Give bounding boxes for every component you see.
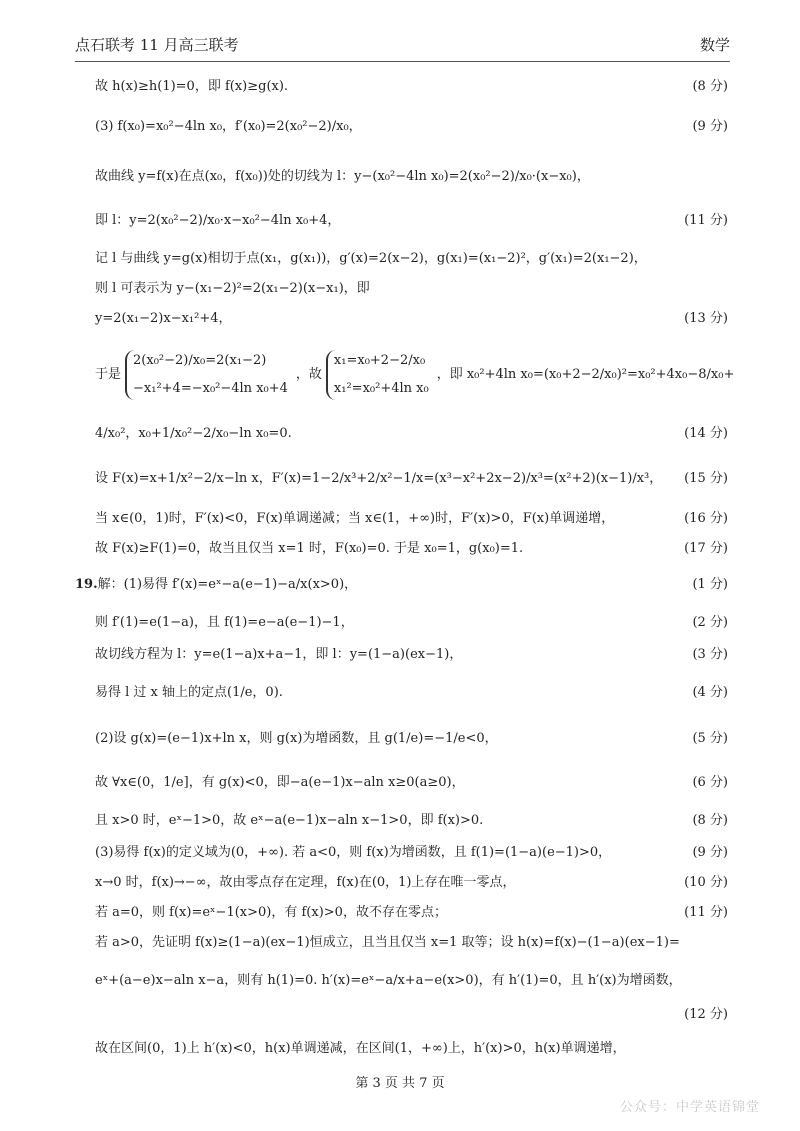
score-mark: (5 分) [692,731,728,746]
score-mark: (9 分) [692,119,728,134]
system-brace-1 [125,350,288,400]
system-brace-2 [326,350,429,400]
system-suffix: ，即 x₀²+4ln x₀=(x₀+2−2/x₀)²=x₀²+4x₀−8/x₀+ [436,367,735,382]
solution-line [95,1006,728,1024]
page-header [75,32,730,62]
solution-line: 且 x>0 时，eˣ−1>0，故 eˣ−a(e−1)x−aln x−1>0，即 f(x)>0. (8 分) [95,813,728,828]
solution-line: 故切线方程为 l：y=e(1−a)x+a−1，即 l：y=(1−a)(ex−1)， (3 分) [95,647,728,662]
score-mark: (2 分) [692,615,728,630]
system-equation: x₁²=x₀²+4ln x₀ [333,381,429,396]
header-exam-title: 点石联考 11 月高三联考 [75,36,239,54]
score-mark: (16 分) [684,511,728,526]
question-number: 19. [75,577,98,592]
solution-line: 则 f′(1)=e(1−a)，且 f(1)=e−a(e−1)−1， (2 分) [95,615,728,630]
score-mark: (10 分) [684,875,728,890]
solution-line: 若 a>0，先证明 f(x)≥(1−a)(ex−1)恒成立，且当且仅当 x=1 取等；设 h(x)=f(x)−(1−a)(ex−1)= [95,935,680,950]
score-mark: (11 分) [684,213,728,228]
solution-line: x→0 时，f(x)→−∞，故由零点存在定理，f(x)在(0，1)上存在唯一零点， (10 分) [95,875,728,890]
solution-line: 故 ∀x∈(0，1/e]，有 g(x)<0，即−a(e−1)x−aln x≥0(a≥0)， (6 分) [95,775,728,790]
solution-line: 故 h(x)≥h(1)=0，即 f(x)≥g(x). (8 分) [95,79,728,94]
score-mark: (13 分) [684,311,728,326]
score-mark: (9 分) [692,845,728,860]
score-mark: (17 分) [684,541,728,556]
score-mark: (11 分) [684,905,728,920]
solution-line: 当 x∈(0，1)时，F′(x)<0，F(x)单调递减；当 x∈(1，+∞)时，F′(x)>0，F(x)单调递增， (16 分) [95,511,728,526]
solution-line: 故 F(x)≥F(1)=0，故当且仅当 x=1 时，F(x₀)=0. 于是 x₀=1，g(x₀)=1. (17 分) [95,541,728,556]
score-mark: (1 分) [692,577,728,592]
score-mark: (6 分) [692,775,728,790]
equation-system [95,350,734,400]
score-mark: (8 分) [692,79,728,94]
solution-line: (3)易得 f(x)的定义域为(0，+∞). 若 a<0，则 f(x)为增函数，且 f(1)=(1−a)(e−1)>0， (9 分) [95,845,728,860]
score-mark: (8 分) [692,813,728,828]
header-subject: 数学 [699,36,730,54]
system-middle: ，故 [295,367,322,382]
solution-line: 若 a=0，则 f(x)=eˣ−1(x>0)，有 f(x)>0，故不存在零点； (11 分) [95,905,728,920]
solution-line: 设 F(x)=x+1/x²−2/x−ln x，F′(x)=1−2/x³+2/x²−1/x=(x³−x²+2x−2)/x³=(x²+2)(x−1)/x³， (15 分) [95,471,728,486]
page-number: 第 3 页 共 7 页 [355,1076,445,1091]
score-mark: (12 分) [684,1007,728,1022]
solution-line: y=2(x₁−2)x−x₁²+4， (13 分) [95,311,728,326]
system-prefix: 于是 [95,367,122,382]
system-equation: x₁=x₀+2−2/x₀ [333,353,426,368]
system-equation: −x₁²+4=−x₀²−4ln x₀+4 [133,381,288,396]
solution-line: eˣ+(a−e)x−aln x−a，则有 h(1)=0. h′(x)=eˣ−a/x+a−e(x>0)，有 h′(1)=0，且 h′(x)为增函数， [95,973,682,988]
watermark: 公众号：中学英语锦堂 [619,1100,760,1115]
solution-line-q19: 19.解：(1)易得 f′(x)=eˣ−a(e−1)−a/x(x>0)， (1 分) [75,577,728,592]
solution-line: 记 l 与曲线 y=g(x)相切于点(x₁，g(x₁))，g′(x)=2(x−2)，g(x₁)=(x₁−2)²，g′(x₁)=2(x₁−2)， [95,251,647,266]
score-mark: (14 分) [684,426,728,441]
solution-line: 易得 l 过 x 轴上的定点(1/e，0). (4 分) [95,685,728,700]
solution-line: 故曲线 y=f(x)在点(x₀，f(x₀))处的切线为 l：y−(x₀²−4ln x₀)=2(x₀²−2)/x₀·(x−x₀)， [95,169,590,184]
solution-line: (2)设 g(x)=(e−1)x+ln x，则 g(x)为增函数，且 g(1/e)=−1/e<0， (5 分) [95,731,728,746]
solution-line: 故在区间(0，1)上 h′(x)<0，h(x)单调递减，在区间(1，+∞)上，h′(x)>0，h(x)单调递增， [95,1041,626,1056]
system-equation: 2(x₀²−2)/x₀=2(x₁−2) [133,353,267,368]
solution-line: (3) f(x₀)=x₀²−4ln x₀，f′(x₀)=2(x₀²−2)/x₀， (9 分) [95,119,728,134]
solution-line: 即 l：y=2(x₀²−2)/x₀·x−x₀²−4ln x₀+4， (11 分) [95,213,728,228]
score-mark: (4 分) [692,685,728,700]
solution-line: 4/x₀²，x₀+1/x₀²−2/x₀−ln x₀=0. (14 分) [95,426,728,441]
score-mark: (15 分) [684,471,728,486]
solution-line: 则 l 可表示为 y−(x₁−2)²=2(x₁−2)(x−x₁)，即 [95,281,370,296]
score-mark: (3 分) [692,647,728,662]
